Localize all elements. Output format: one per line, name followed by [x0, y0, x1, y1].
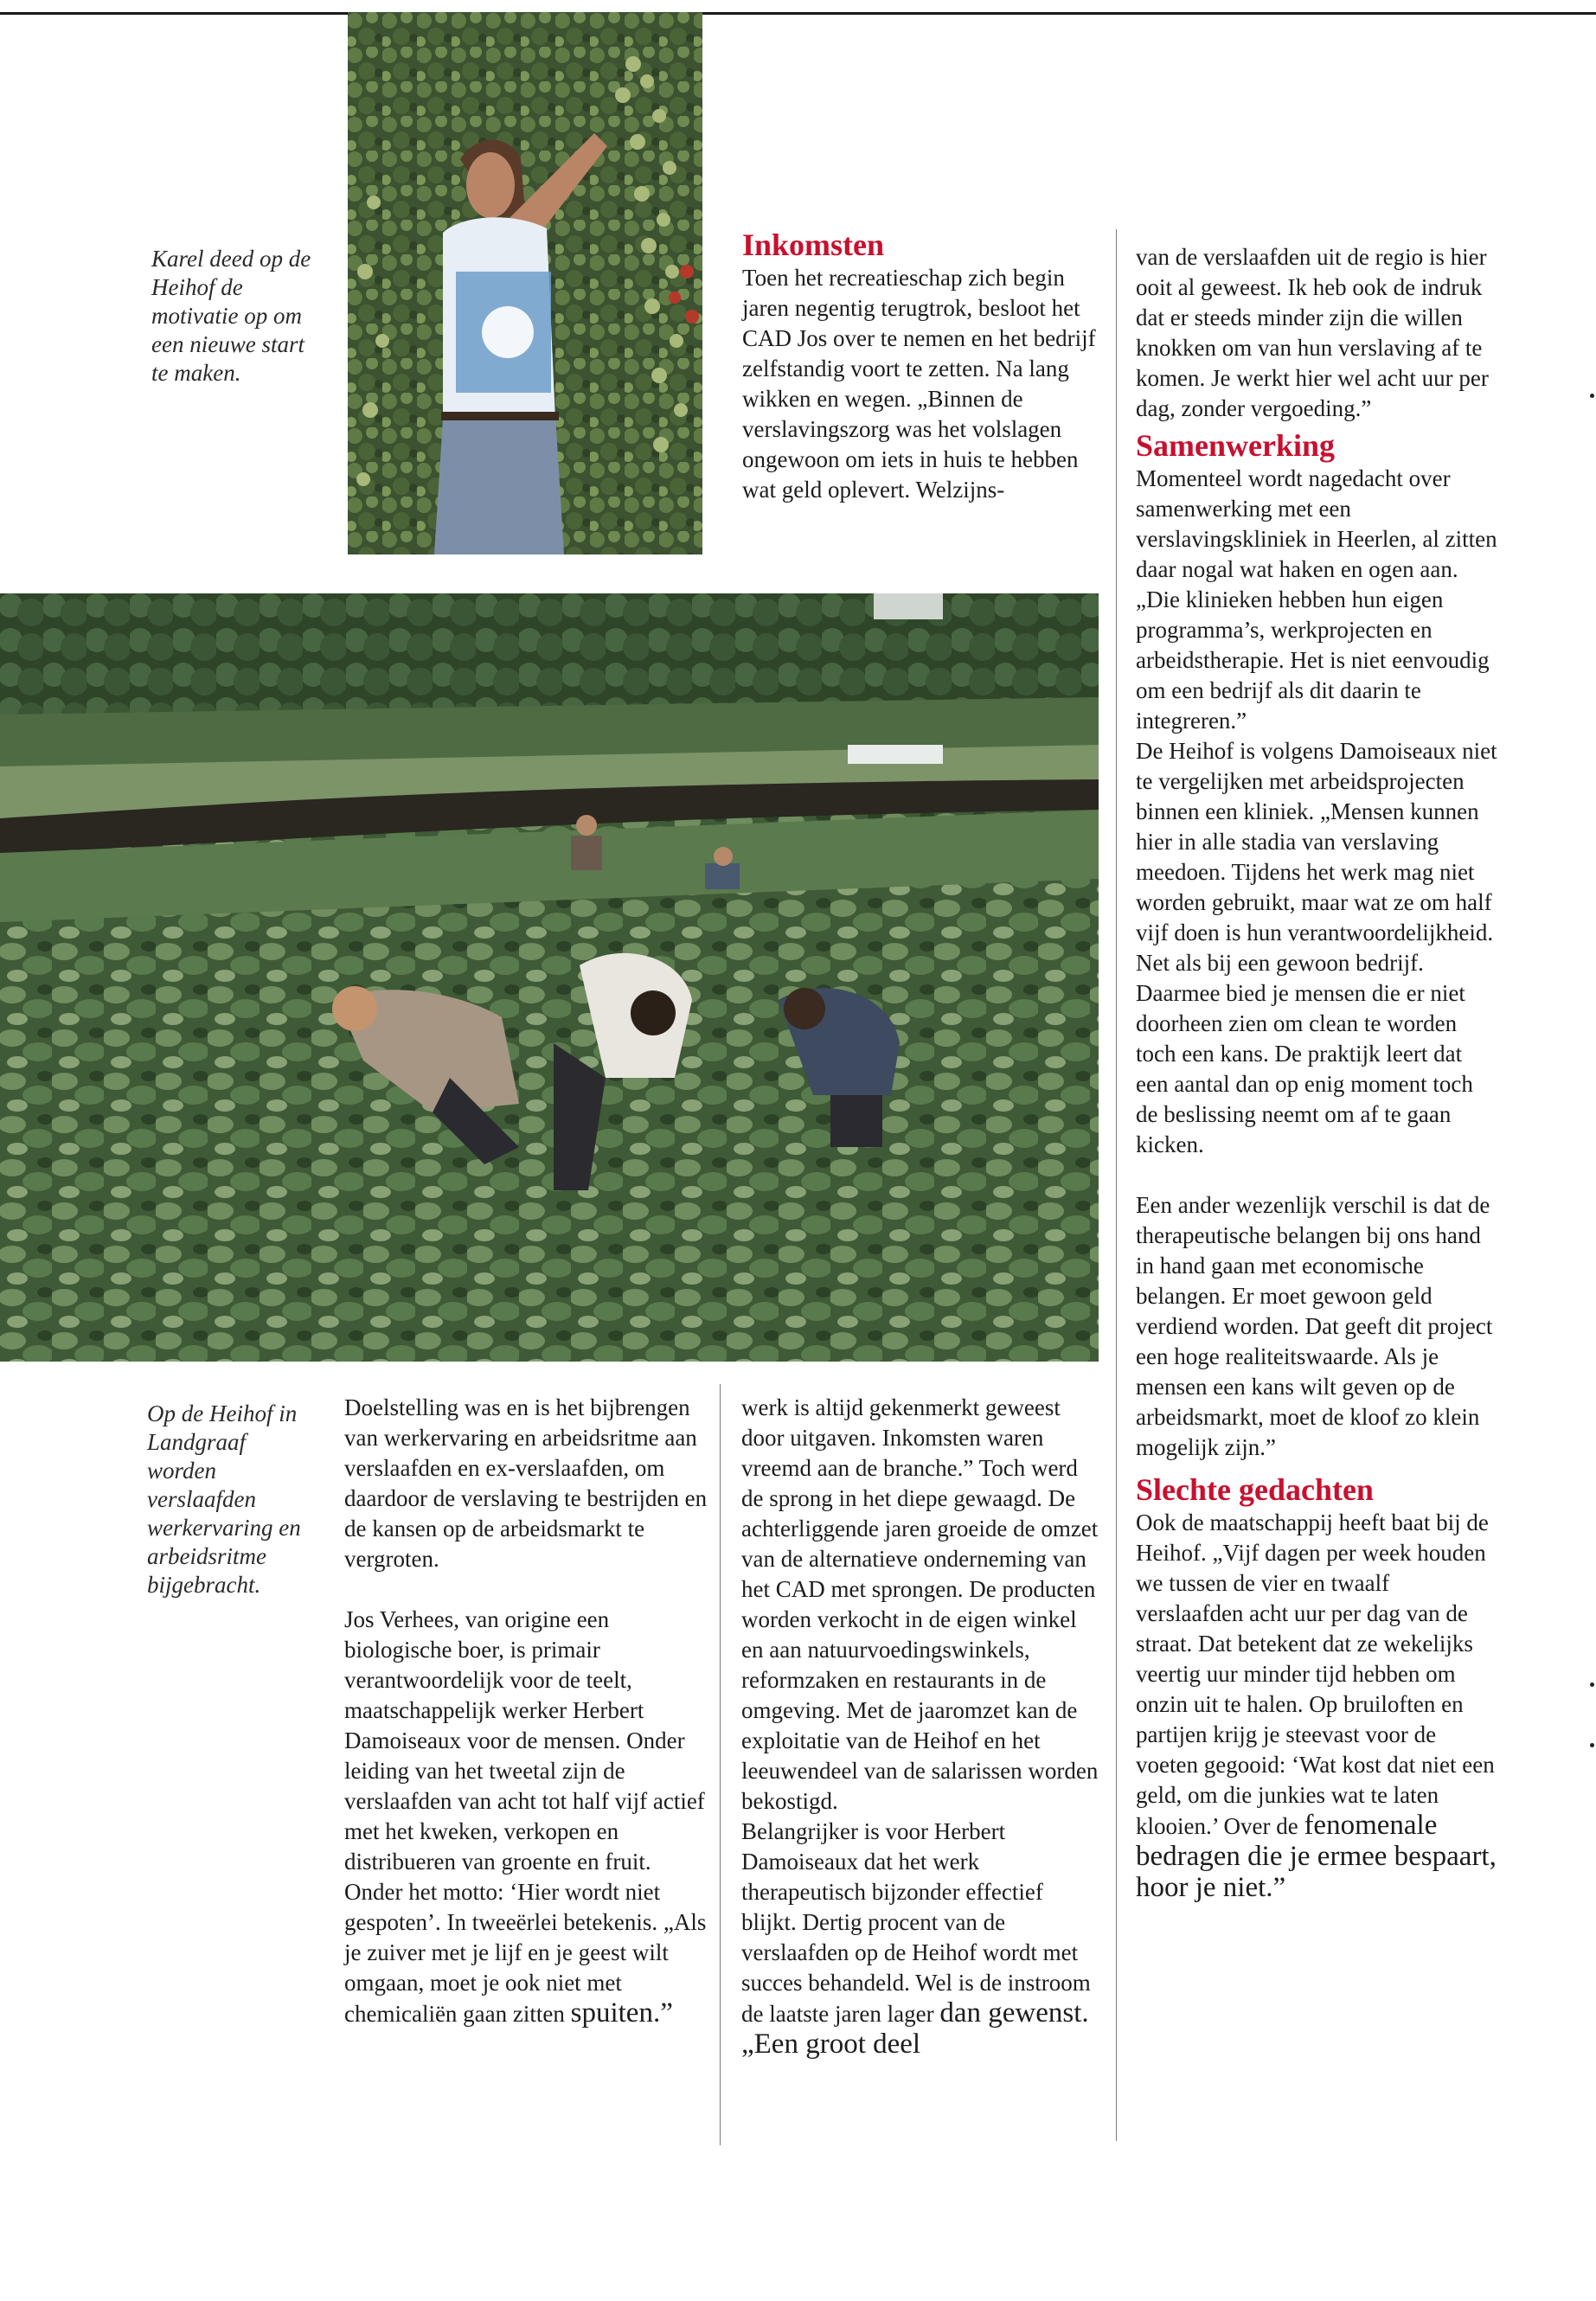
- paragraph-wezenlijk-verschil: Een ander wezenlijk verschil is dat de therapeutische belangen bij ons hand in hand gaan met economische belangen. Er moet gewoon geld verdiend worden. Dat geeft dit project een hoge realiteitswaarde. Als je mensen een kans wilt geven op de arbeidsmarkt, moet de kloof zo klein mogelijk zijn.”: [1136, 1192, 1493, 1460]
- paragraph-slechte-gedachten-end: fenomenale bedragen die je ermee bespaart, hoor je niet.”: [1136, 1810, 1497, 1903]
- top-rule: [0, 12, 1596, 15]
- paragraph-doelstelling: Doelstelling was en is het bijbrengen van werkervaring en arbeidsritme aan verslaafden en ex-verslaafden, om daardoor de verslaving te bestrijden en de kansen op de arbeidsmarkt te vergroten.: [344, 1394, 708, 1572]
- paragraph-samenwerking: Momenteel wordt nagedacht over samenwerking met een verslavingskliniek in Heerlen, al zitten daar nogal wat haken en ogen aan. „Die klinieken hebben hun eigen programma’s, werkprojecten en arbeidstherapie. Het is niet eenvoudig om een bedrijf als dit daarin te integreren.”: [1136, 465, 1497, 734]
- paragraph-slechte-gedachten: [1136, 1508, 1499, 1904]
- column-right: [1136, 242, 1499, 1904]
- column-rule-right: [1116, 229, 1117, 2141]
- heading-slechte-gedachten: Slechte gedachten: [1136, 1472, 1374, 1507]
- photo-man-picking-tomatoes: [348, 12, 702, 554]
- crop-mark: [1590, 1743, 1594, 1747]
- paragraph-belangrijker-end: dan gewenst. „Een groot deel: [741, 1997, 1089, 2060]
- heading-inkomsten: Inkomsten: [742, 228, 885, 262]
- paragraph-belangrijker-text: Belangrijker is voor Herbert Damoiseaux dat het werk therapeutisch bijzonder effectief blijkt. Dertig procent van de verslaafden op de Heihof wordt met succes behandeld. Wel is de instroom de laatste jaren lager: [741, 1818, 1091, 2027]
- paragraph-inkomsten: Toen het recreatieschap zich begin jaren negentig terugtrok, besloot het CAD Jos over te nemen en het bedrijf zelfstandig voort te zetten. Na lang wikken en wegen. „Binnen de verslavingszorg was het volslagen ongewoon om iets in huis te hebben wat geld oplevert. Welzijns-: [742, 265, 1096, 503]
- column-left-bottom: [344, 1393, 708, 2029]
- paragraph-right-intro: van de verslaafden uit de regio is hier ooit al geweest. Ik heb ook de indruk dat er steeds minder zijn die willen knokken om van hun verslaving af te komen. Je werkt hier wel acht uur per dag, zonder vergoeding.”: [1136, 244, 1489, 421]
- column-inkomsten: [742, 227, 1097, 505]
- caption-bottom: Op de Heihof in Landgraaf worden verslaafden werkervaring en arbeidsritme bijgebracht.: [147, 1400, 301, 1598]
- paragraph-uitgaven: werk is altijd gekenmerkt geweest door uitgaven. Inkomsten waren vreemd aan de branche.” Toch werd de sprong in het diepe gewaagd. De achterliggende jaren groeide de omzet van de alternatieve onderneming van het CAD met sprongen. De producten worden verkocht in de eigen winkel en aan natuurvoedingswinkels, reformzaken en restaurants in de omgeving. Met de jaaromzet kan de exploitatie van de Heihof en het leeuwendeel van de salarissen worden bekostigd.: [741, 1394, 1099, 1814]
- crop-mark: [1590, 1682, 1594, 1687]
- paragraph-belangrijker: [741, 1817, 1100, 2061]
- caption-top: Karel deed op de Heihof de motivatie op om een nieuwe start te maken.: [151, 246, 311, 386]
- paragraph-slechte-gedachten-text: Ook de maatschappij heeft baat bij de Heihof. „Vijf dagen per week houden we tussen de vier en twaalf verslaafden acht uur per dag van de straat. Dat betekent dat ze wekelijks veertig uur minder tijd hebben om onzin uit te halen. Op bruiloften en partijen krijg je steevast voor de voeten gegooid: ‘Wat kost dat niet een geld, om die junkies wat te laten klooien.’ Over de: [1136, 1509, 1495, 1839]
- column-middle-bottom: [741, 1393, 1100, 2061]
- photo-people-working-in-field: [0, 593, 1099, 1362]
- paragraph-heihof-vergelijken: De Heihof is volgens Damoiseaux niet te vergelijken met arbeidsprojecten binnen een kliniek. „Mensen kunnen hier in alle stadia van verslaving meedoen. Tijdens het werk mag niet worden gebruikt, maar wat ze om half vijf doen is hun verantwoordelijkheid. Net als bij een gewoon bedrijf. Daarmee bied je mensen die er niet doorheen zien om clean te worden toch een kans. De praktijk leert dat een aantal dan op enig moment toch de beslissing neemt om af te gaan kicken.: [1136, 738, 1497, 1157]
- column-rule-left: [720, 1384, 721, 2145]
- heading-samenwerking: Samenwerking: [1136, 428, 1336, 463]
- paragraph-jos-verhees-text: Jos Verhees, van origine een biologische boer, is primair verantwoordelijk voor de teelt, maatschappelijk werker Herbert Damoiseaux voor de mensen. Onder leiding van het tweetal zijn de verslaafden van acht tot half vijf actief met het kweken, verkopen en distribueren van groente en fruit. Onder het motto: ‘Hier wordt niet gespoten’. In tweeërlei betekenis. „Als je zuiver met je lijf en je geest wilt omgaan, moet je ook niet met chemicaliën gaan zitten: [344, 1606, 707, 2027]
- paragraph-jos-verhees-end: spuiten.”: [570, 1997, 673, 2029]
- tomato-photo-icon: [348, 12, 702, 554]
- paragraph-jos-verhees: [344, 1605, 708, 2029]
- crop-mark: [1590, 394, 1594, 398]
- field-photo-icon: [0, 593, 1099, 1362]
